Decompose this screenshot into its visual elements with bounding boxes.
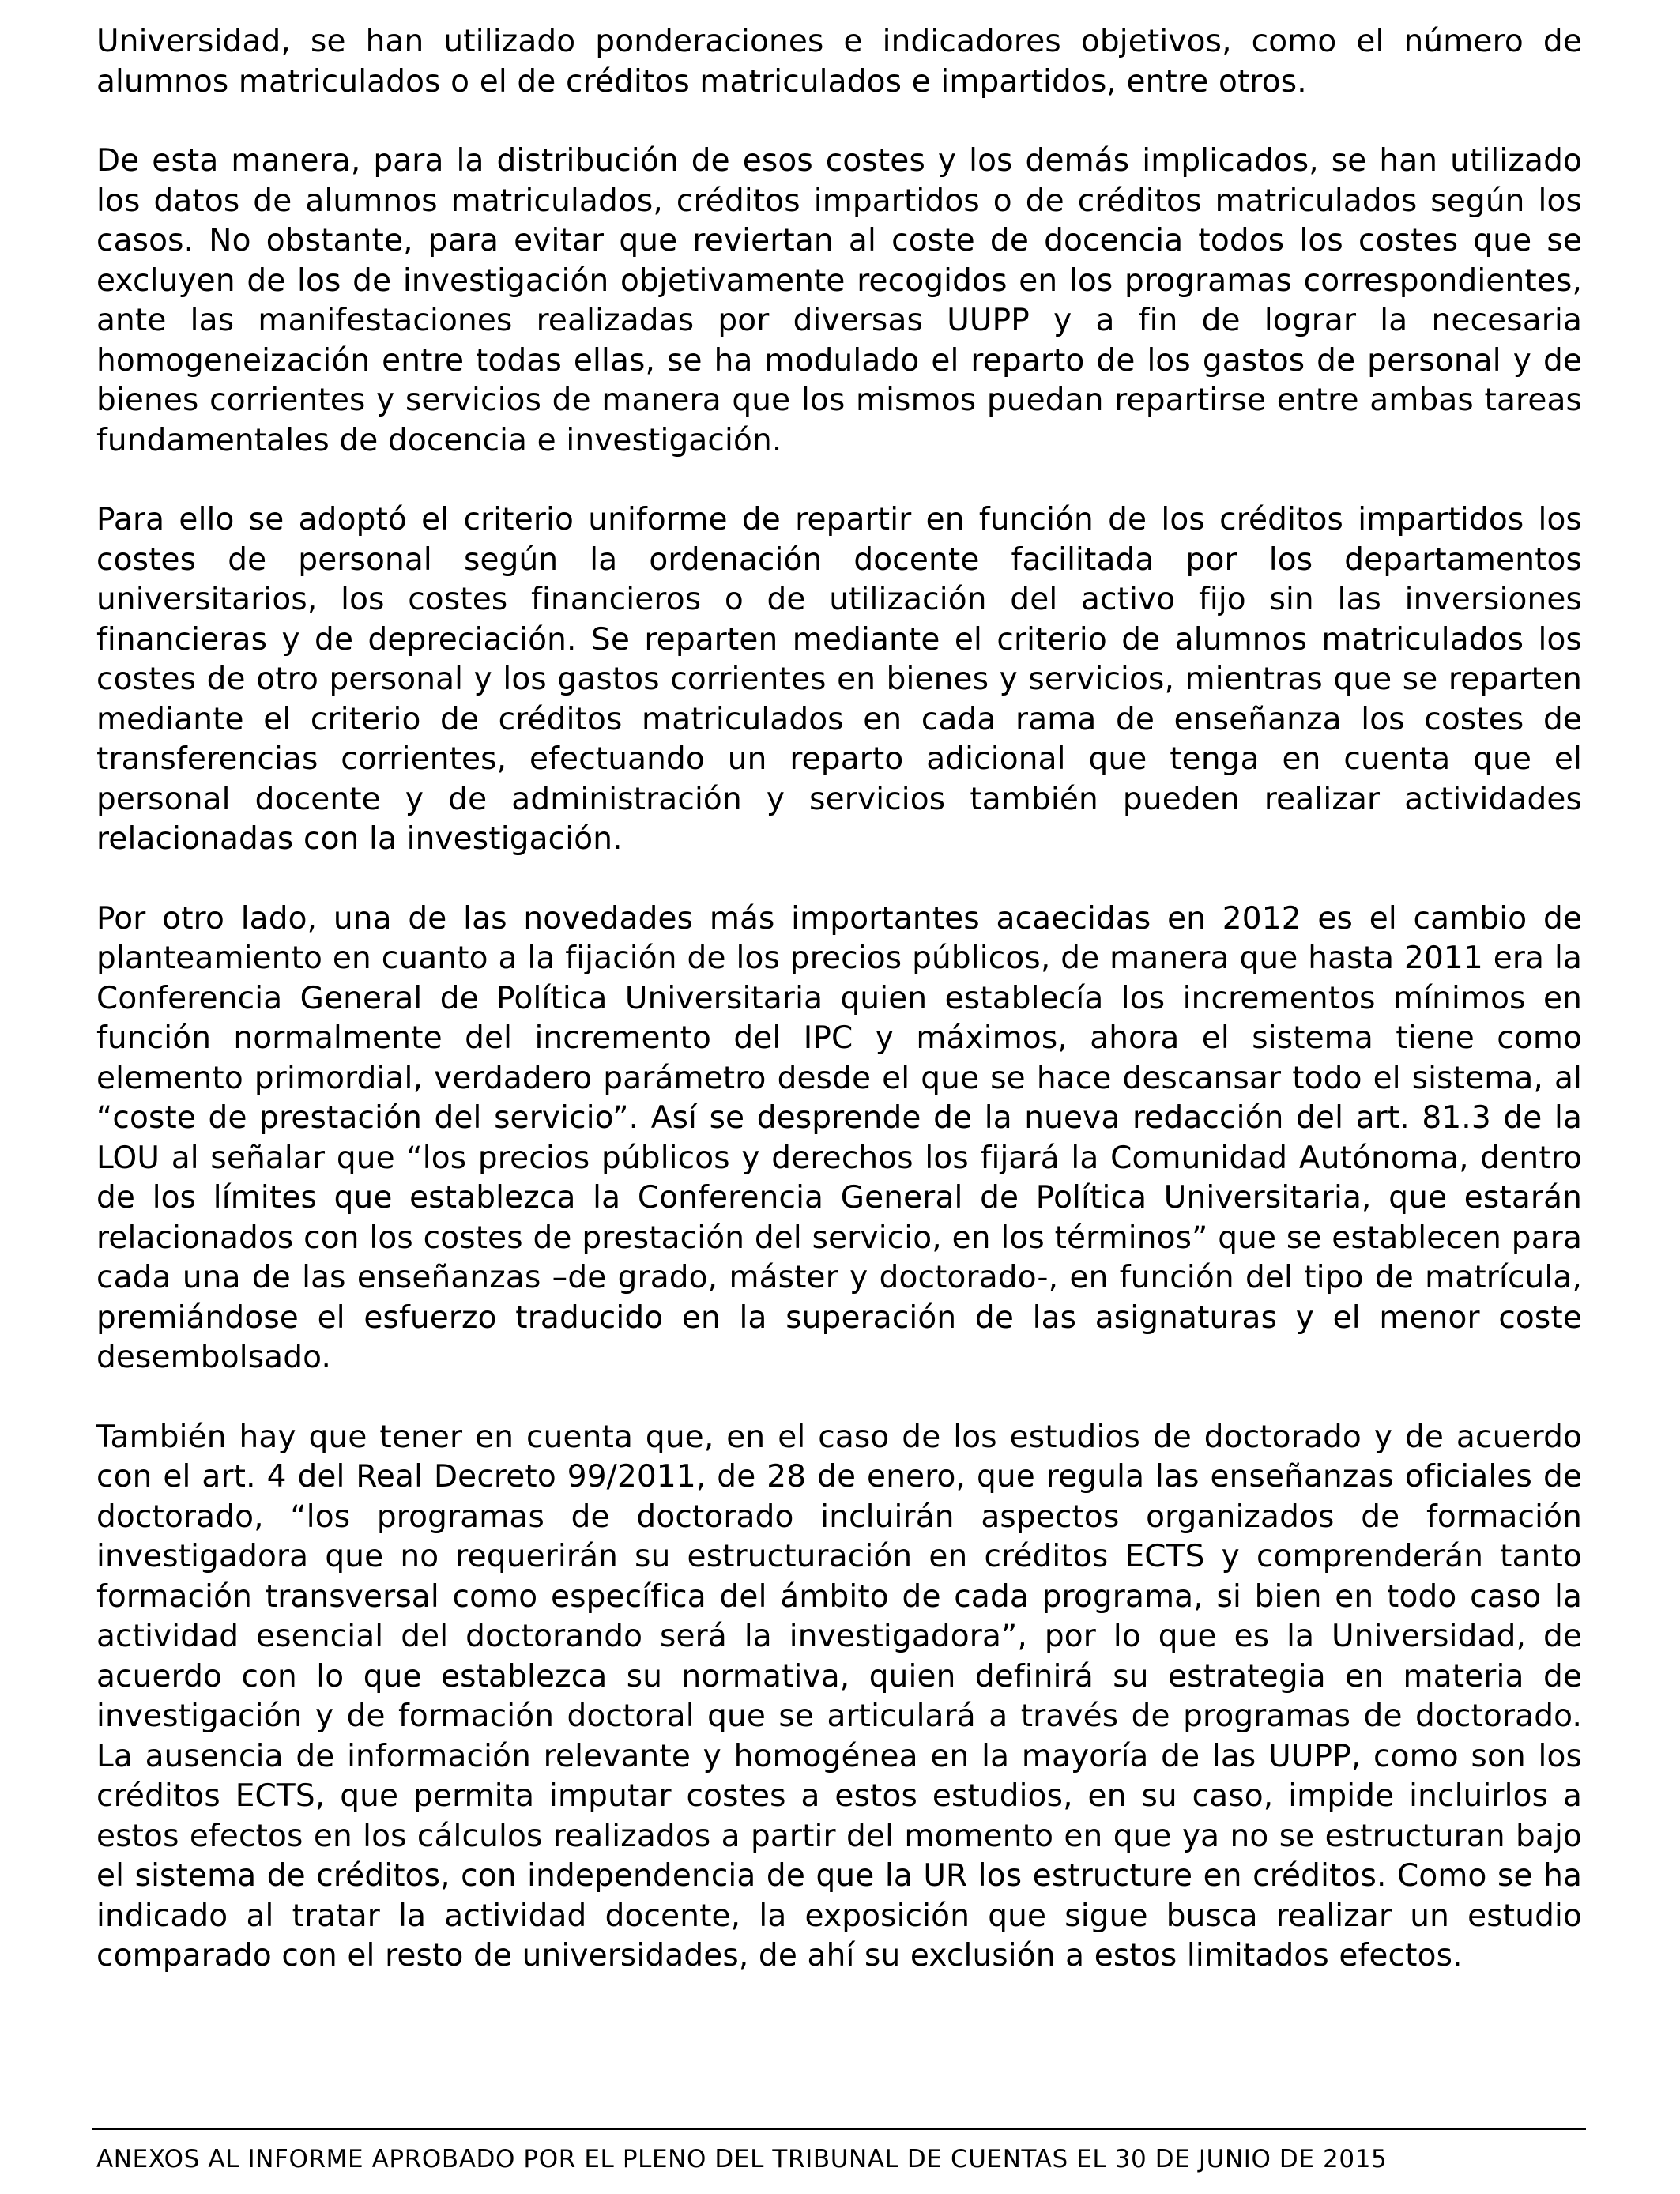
footer-text: ANEXOS AL INFORME APROBADO POR EL PLENO DEL TRIBUNAL DE CUENTAS EL 30 DE JUNIO DE 2015 [96,2145,1388,2173]
paragraph-2: De esta manera, para la distribución de esos costes y los demás implicados, se han utilizado los datos de alumnos matriculados, créditos impartidos o de créditos matriculados según los casos. No obstante, para evitar que reviertan al coste de docencia todos los costes que se excluyen de los de investigación objetivamente recogidos en los programas correspondientes, ante las manifestaciones realizadas por diversas UUPP y a fin de lograr la necesaria homogeneización entre todas ellas, se ha modulado el reparto de los gastos de personal y de bienes corrientes y servicios de manera que los mismos puedan repartirse entre ambas tareas fundamentales de docencia e investigación. [96,143,1582,458]
footer-divider [92,2128,1586,2130]
paragraph-1: Universidad, se han utilizado ponderaciones e indicadores objetivos, como el número de alumnos matriculados o el de créditos matriculados e impartidos, entre otros. [96,24,1582,100]
paragraph-3: Para ello se adoptó el criterio uniforme de repartir en función de los créditos impartidos los costes de personal según la ordenación docente facilitada por los departamentos universitarios, los costes financieros o de utilización del activo fijo sin las inversiones financieras y de depreciación. Se reparten mediante el criterio de alumnos matriculados los costes de otro personal y los gastos corrientes en bienes y servicios, mientras que se reparten mediante el criterio de créditos matriculados en cada rama de enseñanza los costes de transferencias corrientes, efectuando un reparto adicional que tenga en cuenta que el personal docente y de administración y servicios también pueden realizar actividades relacionadas con la investigación. [96,502,1582,857]
paragraph-4: Por otro lado, una de las novedades más importantes acaecidas en 2012 es el cambio de planteamiento en cuanto a la fijación de los precios públicos, de manera que hasta 2011 era la Conferencia General de Política Universitaria quien establecía los incrementos mínimos en función normalmente del incremento del IPC y máximos, ahora el sistema tiene como elemento primordial, verdadero parámetro desde el que se hace descansar todo el sistema, al “coste de prestación del servicio”. Así se desprende de la nueva redacción del art. 81.3 de la LOU al señalar que “los precios públicos y derechos los fijará la Comunidad Autónoma, dentro de los límites que establezca la Conferencia General de Política Universitaria, que estarán relacionados con los costes de prestación del servicio, en los términos” que se establecen para cada una de las enseñanzas –de grado, máster y doctorado-, en función del tipo de matrícula, premiándose el esfuerzo traducido en la superación de las asignaturas y el menor coste desembolsado. [96,900,1582,1375]
document-body [96,22,1582,2016]
paragraph-5: También hay que tener en cuenta que, en el caso de los estudios de doctorado y de acuerdo con el art. 4 del Real Decreto 99/2011, de 28 de enero, que regula las enseñanzas oficiales de doctorado, “los programas de doctorado incluirán aspectos organizados de formación investigadora que no requerirán su estructuración en créditos ECTS y comprenderán tanto formación transversal como específica del ámbito de cada programa, si bien en todo caso la actividad esencial del doctorando será la investigadora”, por lo que es la Universidad, de acuerdo con lo que establezca su normativa, quien definirá su estrategia en materia de investigación y de formación doctoral que se articulará a través de programas de doctorado. La ausencia de información relevante y homogénea en la mayoría de las UUPP, como son los créditos ECTS, que permita imputar costes a estos estudios, en su caso, impide incluirlos a estos efectos en los cálculos realizados a partir del momento en que ya no se estructuran bajo el sistema de créditos, con independencia de que la UR los estructure en créditos. Como se ha indicado al tratar la actividad docente, la exposición que sigue busca realizar un estudio comparado con el resto de universidades, de ahí su exclusión a estos limitados efectos. [96,1419,1582,1973]
